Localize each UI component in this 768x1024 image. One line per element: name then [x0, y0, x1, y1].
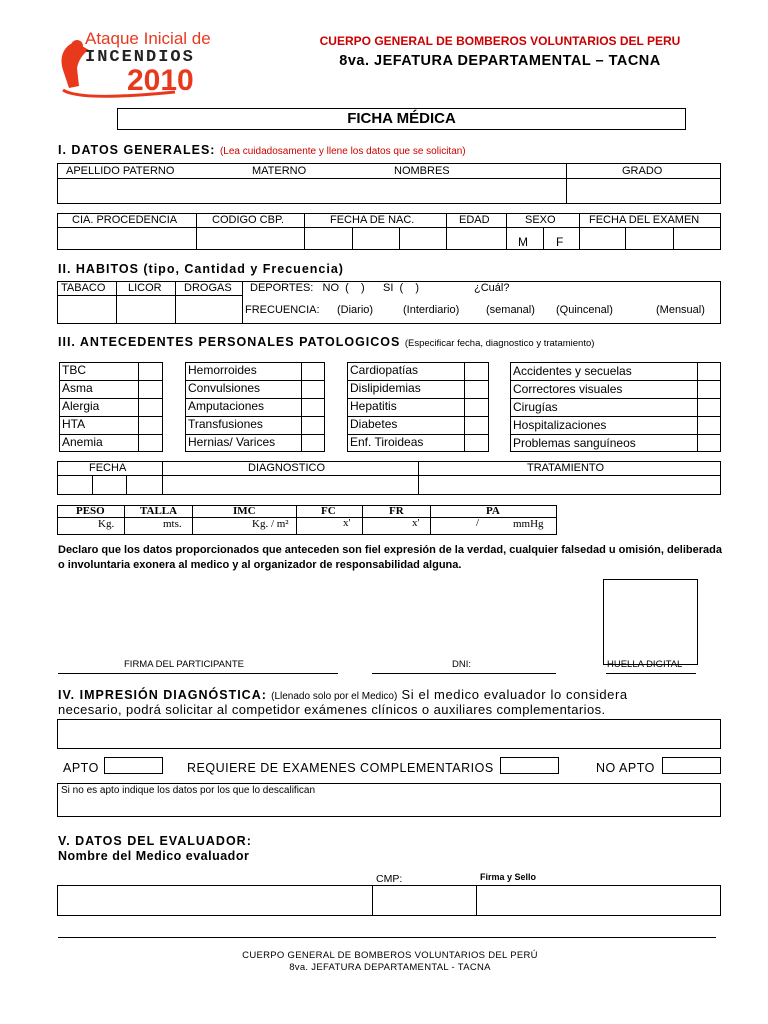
- patho-hta: HTA: [62, 417, 86, 431]
- logo-line2: INCENDIOS: [85, 48, 195, 67]
- divider: [304, 213, 305, 250]
- patho-transfusiones: Transfusiones: [188, 417, 263, 431]
- section-3-note: (Especificar fecha, diagnostico y tratamiento): [404, 338, 595, 349]
- evaluator-name-input[interactable]: [58, 886, 371, 915]
- patho-diabetes: Diabetes: [350, 417, 398, 431]
- section-4-text2: necesario, podrá solicitar al competidor exámenes clínicos o auxiliares complementarios.: [58, 702, 606, 717]
- patho-correctores: Correctores visuales: [513, 382, 623, 396]
- logo: [55, 28, 225, 98]
- label-fecha: FECHA: [89, 462, 127, 474]
- divider: [352, 227, 353, 250]
- divider: [697, 362, 698, 452]
- diagnosis-input[interactable]: [57, 719, 721, 749]
- patho-amputaciones: Amputaciones: [188, 399, 265, 413]
- sex-f-option[interactable]: F: [556, 235, 564, 249]
- firma-sello-label: Firma y Sello: [480, 872, 537, 882]
- declaration: Declaro que los datos proporcionados que anteceden son fiel expresión de la verdad, cualquier falsedad u omisión, deliberada o involuntaria exonera al medico y al organizador de responsabilidad alguna.: [58, 544, 722, 571]
- divider: [175, 281, 176, 324]
- section-5-title: V. DATOS DEL EVALUADOR:: [58, 834, 252, 848]
- footer-divider: [58, 937, 716, 938]
- apto-checkbox[interactable]: [104, 757, 163, 774]
- label-edad: EDAD: [459, 214, 490, 226]
- dni-label: DNI:: [452, 659, 471, 670]
- label-tratamiento: TRATAMIENTO: [527, 462, 604, 474]
- patho-hemorroides: Hemorroides: [188, 363, 257, 377]
- signature-line[interactable]: [58, 673, 338, 674]
- section-1-note: (Lea cuidadosamente y llene los datos que se solicitan): [219, 146, 466, 157]
- divider: [138, 362, 139, 452]
- section-1-heading: I. DATOS GENERALES:: [58, 143, 216, 157]
- diag-table: [57, 461, 721, 495]
- section-5-sub: Nombre del Medico evaluador: [58, 849, 250, 863]
- label-frecuencia: FRECUENCIA:: [245, 304, 320, 316]
- label-cual: ¿Cuál?: [474, 282, 510, 294]
- label-fecha-nac: FECHA DE NAC.: [330, 214, 415, 226]
- divider: [506, 213, 507, 250]
- firma-label: FIRMA DEL PARTICIPANTE: [124, 659, 245, 670]
- patho-convulsiones: Convulsiones: [188, 381, 261, 395]
- patho-accidentes: Accidentes y secuelas: [513, 364, 632, 378]
- divider: [162, 461, 163, 495]
- divider: [192, 505, 193, 535]
- apto-label: APTO: [63, 761, 99, 775]
- vital-imc-label: IMC: [233, 505, 256, 517]
- divider: [116, 281, 117, 324]
- sex-m-option[interactable]: M: [518, 235, 528, 249]
- patho-asma: Asma: [62, 381, 93, 395]
- vital-fc-label: FC: [321, 505, 336, 517]
- divider: [543, 227, 544, 250]
- label-apellido: APELLIDO PATERNO: [66, 165, 175, 177]
- logo-line1: Ataque Inicial de: [85, 29, 211, 48]
- divider: [399, 227, 400, 250]
- vital-pa-unit: mmHg: [513, 518, 544, 530]
- patho-hernias: Hernias/ Varices: [188, 435, 276, 449]
- freq-quincenal[interactable]: (Quincenal): [556, 304, 613, 316]
- divider: [625, 227, 626, 250]
- divider: [57, 295, 243, 296]
- vital-talla-label: TALLA: [140, 505, 178, 517]
- firma-sello-input[interactable]: [477, 886, 720, 915]
- label-codigo: CODIGO CBP.: [212, 214, 284, 226]
- vital-peso-label: PESO: [76, 505, 105, 517]
- divider: [362, 505, 363, 535]
- apellido-input[interactable]: [58, 179, 565, 203]
- divider: [430, 505, 431, 535]
- divider: [673, 227, 674, 250]
- label-cia: CIA. PROCEDENCIA: [72, 214, 178, 226]
- label-nombres: NOMBRES: [394, 165, 450, 177]
- divider: [464, 362, 465, 452]
- disqualify-label: Si no es apto indique los datos por los que lo descalifican: [61, 785, 316, 796]
- footer-line2: 8va. JEFATURA DEPARTAMENTAL - TACNA: [289, 962, 491, 973]
- divider: [296, 505, 297, 535]
- divider: [446, 213, 447, 250]
- divider: [92, 475, 93, 495]
- cmp-input[interactable]: [373, 886, 475, 915]
- requiere-label: REQUIERE DE EXAMENES COMPLEMENTARIOS: [187, 761, 494, 775]
- vital-fr-label: FR: [389, 505, 404, 517]
- divider: [579, 213, 580, 250]
- vitals-table: [57, 505, 557, 535]
- requiere-checkbox[interactable]: [500, 757, 559, 774]
- section-1-title: [58, 143, 466, 157]
- label-tabaco: TABACO: [61, 282, 106, 294]
- divider: [510, 398, 721, 399]
- dept-name: 8va. JEFATURA DEPARTAMENTAL – TACNA: [339, 53, 661, 69]
- section-4-note: (Llenado solo por el Medico): [271, 691, 398, 702]
- patho-problemas: Problemas sanguíneos: [513, 436, 636, 450]
- logo-year: 2010: [127, 64, 194, 97]
- label-diagnostico: DIAGNOSTICO: [248, 462, 326, 474]
- freq-diario[interactable]: (Diario): [337, 304, 374, 316]
- label-sexo: SEXO: [525, 214, 556, 226]
- no-apto-checkbox[interactable]: [662, 757, 721, 774]
- vital-imc-unit: Kg. / m²: [252, 518, 289, 530]
- fingerprint-box[interactable]: [603, 579, 698, 665]
- divider: [126, 475, 127, 495]
- vital-talla-unit: mts.: [163, 518, 182, 530]
- vital-pa-label: PA: [486, 505, 500, 517]
- section-3-title: [58, 335, 594, 349]
- patho-cirugias: Cirugías: [513, 400, 558, 414]
- patho-hepatitis: Hepatitis: [350, 399, 397, 413]
- footer-line1: CUERPO GENERAL DE BOMBEROS VOLUNTARIOS DEL PERÚ: [242, 950, 538, 961]
- divider: [510, 416, 721, 417]
- org-name: CUERPO GENERAL DE BOMBEROS VOLUNTARIOS DEL PERU: [319, 34, 681, 48]
- patho-tbc: TBC: [62, 363, 86, 377]
- section-4-text1: Si el medico evaluador lo considera: [397, 687, 628, 702]
- cmp-label: CMP:: [376, 873, 403, 885]
- vital-fr-unit: x': [412, 517, 420, 529]
- freq-interdiario[interactable]: (Interdiario): [403, 304, 460, 316]
- divider: [124, 505, 125, 535]
- divider: [57, 227, 721, 228]
- label-drogas: DROGAS: [184, 282, 232, 294]
- divider: [57, 517, 557, 518]
- huella-label: HUELLA DIGITAL: [607, 659, 683, 670]
- dni-line[interactable]: [372, 673, 556, 674]
- divider: [418, 461, 419, 495]
- label-grado: GRADO: [622, 165, 663, 177]
- divider: [242, 281, 243, 324]
- vital-peso-unit: Kg.: [98, 518, 115, 530]
- section-4-text: [58, 687, 628, 702]
- label-deportes: DEPORTES: NO ( ) SI ( ): [250, 282, 420, 294]
- freq-mensual[interactable]: (Mensual): [656, 304, 705, 316]
- divider: [196, 213, 197, 250]
- patho-hospitalizaciones: Hospitalizaciones: [513, 418, 607, 432]
- divider: [510, 380, 721, 381]
- section-2-title: II. HABITOS (tipo, Cantidad y Frecuencia): [58, 262, 344, 276]
- no-apto-label: NO APTO: [596, 761, 655, 775]
- page-title: FICHA MÉDICA: [347, 110, 456, 127]
- label-materno: MATERNO: [252, 165, 307, 177]
- patho-tiroideas: Enf. Tiroideas: [350, 435, 424, 449]
- divider: [57, 475, 721, 476]
- patho-cardiopatias: Cardiopatías: [350, 363, 419, 377]
- grado-input[interactable]: [567, 179, 720, 203]
- patho-dislipidemias: Dislipidemias: [350, 381, 421, 395]
- divider: [301, 362, 302, 452]
- freq-semanal[interactable]: (semanal): [486, 304, 535, 316]
- fingerprint-line: [606, 673, 696, 674]
- divider: [510, 434, 721, 435]
- label-licor: LICOR: [128, 282, 162, 294]
- section-4-heading: IV. IMPRESIÓN DIAGNÓSTICA:: [58, 688, 267, 702]
- patho-anemia: Anemia: [62, 435, 103, 449]
- patho-alergia: Alergia: [62, 399, 100, 413]
- vital-fc-unit: x': [343, 517, 351, 529]
- label-fecha-examen: FECHA DEL EXAMEN: [589, 214, 700, 226]
- vital-pa-slash: /: [476, 517, 480, 529]
- section-3-heading: III. ANTECEDENTES PERSONALES PATOLOGICOS: [58, 335, 401, 349]
